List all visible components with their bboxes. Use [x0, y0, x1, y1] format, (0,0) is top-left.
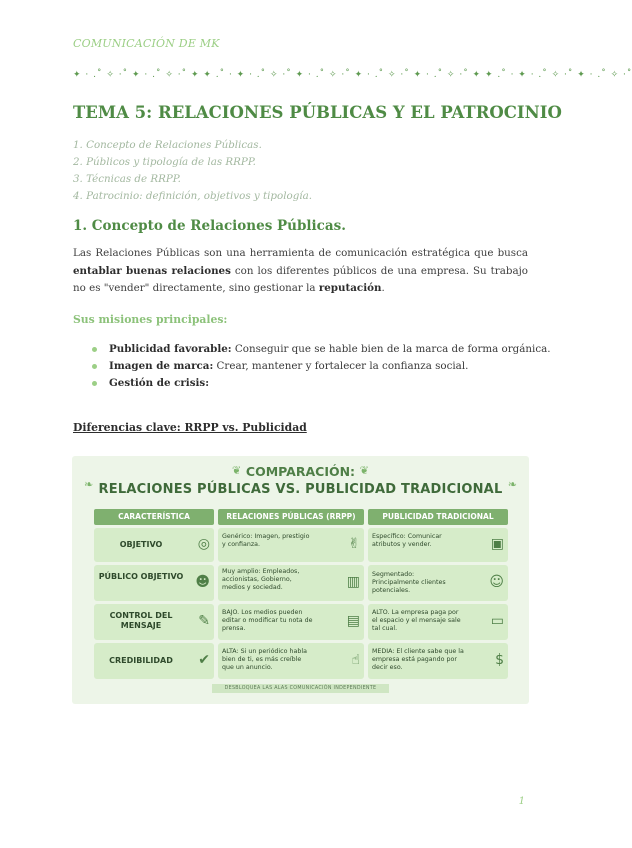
building-icon: ▥: [346, 574, 360, 590]
row-label-cell: CREDIBILIDAD ✔: [94, 643, 214, 679]
rrpp-cell: BAJO. Los medios pueden editar o modificar tu nota de prensa. ▤: [218, 604, 364, 640]
column-header: RELACIONES PÚBLICAS (RRPP): [218, 509, 364, 525]
row-label-cell: CONTROL DEL MENSAJE ✎: [94, 604, 214, 640]
thumbs-up-icon: ☝: [351, 652, 360, 668]
list-item: Publicidad favorable: Conseguir que se hable bien de la marca de forma orgánica.: [92, 341, 551, 358]
bullet-icon: [92, 347, 97, 352]
differences-heading: Diferencias clave: RRPP vs. Publicidad: [73, 421, 307, 434]
table-of-contents: [73, 137, 312, 205]
rrpp-cell: ALTA: Si un periódico habla bien de ti, es más creíble que un anuncio. ☝: [218, 643, 364, 679]
group-icon: ☻: [195, 574, 210, 590]
missions-list: [92, 341, 551, 392]
rrpp-cell: Muy amplio: Empleados, accionistas, Gobierno, medios y sociedad. ▥: [218, 565, 364, 601]
intro-paragraph: Las Relaciones Públicas son una herramienta de comunicación estratégica que busca entablar buenas relaciones con los diferentes públicos de una empresa. Su trabajo no es "vender" directamente, sino gestionar la reputación.: [73, 247, 528, 294]
handshake-icon: ✌: [348, 536, 360, 552]
section-heading: 1. Concepto de Relaciones Públicas.: [73, 218, 346, 234]
list-item: Imagen de marca: Crear, mantener y fortalecer la confianza social.: [92, 358, 551, 375]
monitor-icon: ▭: [490, 613, 504, 629]
infographic-footer: DESBLOQUEA LAS ALAS COMUNICACIÓN INDEPENDIENTE: [212, 684, 389, 693]
running-header: COMUNICACIÓN DE MK: [73, 37, 220, 50]
toc-item: 4. Patrocinio: definición, objetivos y tipología.: [73, 190, 312, 202]
missions-heading: Sus misiones principales:: [73, 313, 228, 326]
toc-item: 3. Técnicas de RRPP.: [73, 173, 181, 185]
pub-cell: MEDIA: El cliente sabe que la empresa está pagando por decir eso. $: [368, 643, 508, 679]
pub-cell: ALTO. La empresa paga por el espacio y el mensaje sale tal cual. ▭: [368, 604, 508, 640]
decorative-sparkle-divider: ✦ · .˚ ✧ ·˚ ✦ · .˚ ✧ ·˚ ✦ ✦ .˚ · ✦ · .˚ ✧ ·˚ ✦ · .˚ ✧ ·˚ ✦ · .˚ ✧ ·˚ ✦ · .˚ ✧ ·˚ ✦ ✦ .˚ · ✦ · .˚ ✧ ·˚ ✦ · .˚ ✧ ·˚: [73, 70, 632, 80]
row-label-cell: OBJETIVO ◎: [94, 528, 214, 562]
newspaper-icon: ▤: [346, 613, 360, 629]
page-title: TEMA 5: RELACIONES PÚBLICAS Y EL PATROCINIO: [73, 103, 562, 122]
leaf-icon: ❧: [84, 478, 94, 491]
rrpp-cell: Genérico: Imagen, prestigio y confianza. ✌: [218, 528, 364, 562]
document-icon: ✎: [198, 613, 210, 629]
page-number: 1: [518, 796, 525, 807]
column-header: CARACTERÍSTICA: [94, 509, 214, 525]
people-icon: ☺: [489, 574, 504, 590]
shield-check-icon: ✔: [198, 652, 210, 668]
paid-sign-icon: $: [495, 652, 504, 668]
column-header: PUBLICIDAD TRADICIONAL: [368, 509, 508, 525]
pub-cell: Segmentado: Principalmente clientes potenciales. ☺: [368, 565, 508, 601]
bullet-icon: [92, 364, 97, 369]
target-icon: ◎: [197, 536, 210, 552]
bullet-icon: [92, 381, 97, 386]
toc-item: 1. Concepto de Relaciones Públicas.: [73, 139, 262, 151]
comparison-infographic: [72, 456, 529, 704]
infographic-subtitle: RELACIONES PÚBLICAS VS. PUBLICIDAD TRADICIONAL: [98, 482, 503, 497]
pub-cell: Específico: Comunicar atributos y vender. ▣: [368, 528, 508, 562]
money-box-icon: ▣: [490, 536, 504, 552]
leaf-icon: ❧: [507, 478, 517, 491]
toc-item: 2. Públicos y tipología de las RRPP.: [73, 156, 256, 168]
row-label-cell: PÚBLICO OBJETIVO ☻: [94, 565, 214, 601]
infographic-title: COMPARACIÓN:: [245, 464, 356, 479]
leaf-icon: ❦: [232, 464, 242, 477]
list-item: Gestión de crisis:: [92, 375, 551, 392]
leaf-icon: ❦: [359, 464, 369, 477]
